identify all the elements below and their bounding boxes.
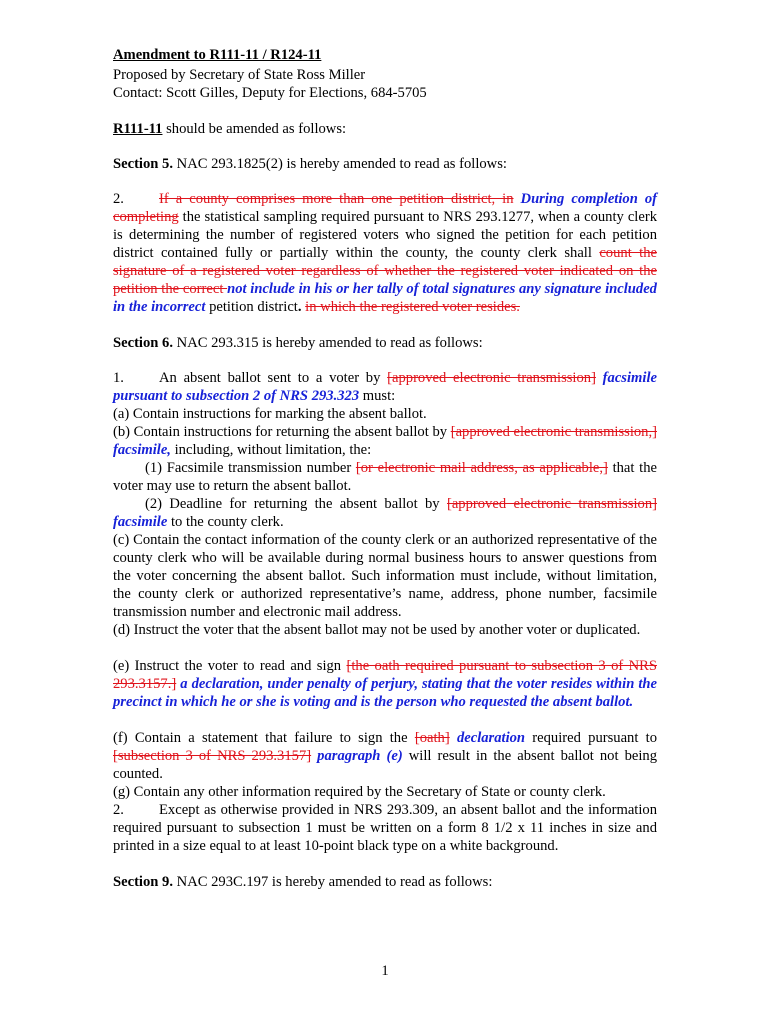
item-g: (g) Contain any other information required by the Secretary of State or county clerk. — [113, 784, 606, 800]
deleted-text: completing — [113, 209, 179, 225]
section-6-label: Section 6. — [113, 335, 173, 351]
body-text: (f) Contain a statement that failure to sign the — [113, 730, 415, 746]
para-1-num: 1. — [113, 370, 124, 386]
deleted-text: in which the registered voter resides. — [305, 299, 520, 315]
inserted-text: facsimile, — [113, 442, 171, 458]
section-6-heading — [113, 334, 657, 352]
r111-rest: should be amended as follows: — [162, 121, 347, 137]
item-e — [113, 657, 657, 711]
document-title — [113, 46, 657, 64]
inserted-text: paragraph (e) — [317, 748, 403, 764]
inserted-text: not include in his or her tally of total signatures any signature included in the incorrect — [113, 281, 657, 315]
deleted-text: If a county comprises more than one petition district, in — [159, 191, 514, 207]
section-6-text: NAC 293.315 is hereby amended to read as follows: — [173, 335, 483, 351]
para-2-num: 2. — [113, 802, 124, 818]
section-5-label: Section 5. — [113, 156, 173, 172]
r111-intro — [113, 120, 657, 138]
section-5-num: 2. — [113, 191, 124, 207]
title-text: Amendment to R111-11 / R124-11 — [113, 47, 322, 63]
body-text: to the county clerk. — [167, 514, 284, 530]
proposed-by-line: Proposed by Secretary of State Ross Miller — [113, 67, 366, 83]
section-9-label: Section 9. — [113, 874, 173, 890]
body-text: (b) Contain instructions for returning the absent ballot by — [113, 424, 451, 440]
section-5-paragraph — [113, 190, 657, 316]
contact-line: Contact: Scott Gilles, Deputy for Elections, 684-5705 — [113, 85, 427, 101]
body-text: that the voter may use to return the absent ballot. — [113, 460, 657, 494]
body-text: (e) Instruct the voter to read and sign — [113, 658, 347, 674]
body-text: An absent ballot sent to a voter by — [159, 370, 388, 386]
item-b — [113, 423, 657, 459]
r111-ref: R111-11 — [113, 121, 163, 137]
deleted-text: [oath] — [414, 730, 450, 746]
period: . — [297, 299, 302, 315]
deleted-text: count the signature of a registered voter regardless of whether the registered voter indicated on the petition the correct — [113, 245, 657, 297]
body-text: including, without limitation, the: — [170, 442, 372, 458]
section-9-heading — [113, 873, 657, 891]
body-text: must: — [359, 388, 396, 404]
body-text: the statistical sampling required pursuant to NRS 293.1277, when a county clerk is determining the number of registered voters who signed the petition for each petition district contained fully or partially within the county, the county clerk shall — [113, 209, 657, 261]
section-6-para-1 — [113, 369, 657, 405]
item-b-1 — [113, 459, 657, 495]
body-text: will result in the absent ballot not being counted. — [113, 748, 657, 782]
deleted-text: [the oath required pursuant to subsection 3 of NRS 293.3157.] — [113, 658, 658, 692]
deleted-text: [approved electronic transmission,] — [450, 424, 657, 440]
section-5-heading — [113, 155, 657, 173]
deleted-text: [approved electronic transmission] — [387, 370, 596, 386]
section-5-text: NAC 293.1825(2) is hereby amended to read as follows: — [173, 156, 507, 172]
item-a: (a) Contain instructions for marking the absent ballot. — [113, 406, 427, 422]
deleted-text: [or electronic mail address, as applicable,] — [355, 460, 608, 476]
deleted-text: [subsection 3 of NRS 293.3157] — [113, 748, 312, 764]
inserted-text: declaration — [456, 730, 526, 746]
inserted-text: facsimile — [113, 514, 168, 530]
deleted-text: [approved electronic transmission] — [446, 496, 657, 512]
body-text: (2) Deadline for returning the absent ballot by — [145, 496, 447, 512]
body-text: Except as otherwise provided in NRS 293.309, an absent ballot and the information required pursuant to subsection 1 must be written on a form 8 1/2 x 11 inches in size and printed in a size equal to at least 10-point black type on a white background. — [113, 802, 657, 854]
section-9-text: NAC 293C.197 is hereby amended to read as follows: — [173, 874, 493, 890]
inserted-text: facsimile pursuant to subsection 2 of NRS 293.323 — [113, 370, 657, 404]
inserted-text: During completion of — [520, 191, 657, 207]
body-text: (1) Facsimile transmission number — [145, 460, 356, 476]
inserted-text: a declaration, under penalty of perjury, stating that the voter resides within the precinct in which he or she is voting and is the person who requested the absent ballot. — [113, 676, 657, 710]
body-text: required pursuant to — [525, 730, 657, 746]
item-d: (d) Instruct the voter that the absent ballot may not be used by another voter or duplicated. — [113, 622, 641, 638]
item-c: (c) Contain the contact information of the county clerk or an authorized representative of the county clerk who will be available during normal business hours to answer questions from the voter concerning the absent ballot. Such information must include, without limitation, the county clerk or authorized representative’s name, address, phone number, facsimile transmission number and electronic mail address. — [113, 532, 657, 620]
body-text: petition district — [205, 299, 298, 315]
page-number: 1 — [381, 963, 389, 979]
section-6-para-2 — [113, 801, 657, 855]
item-b-2 — [113, 495, 657, 531]
item-f — [113, 729, 657, 783]
